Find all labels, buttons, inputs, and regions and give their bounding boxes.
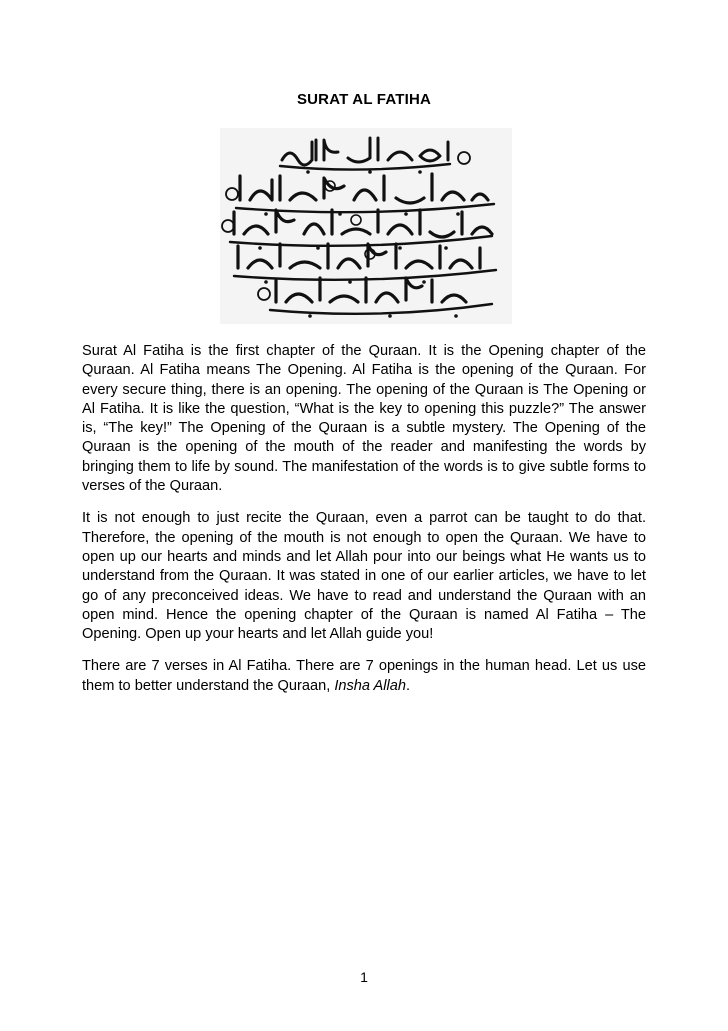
page-number: 1 [360,969,368,985]
arabic-calligraphy-icon [220,128,512,324]
paragraph-3-end: . [405,677,411,694]
paragraph-2: It is not enough to just recite the Quraan, even a parrot can be taught to do that. Therefore, the opening of the mouth is not enough to open the Quraan. We have to open up our hearts and minds and let Allah pour into our beings what He wants us to understand from the Quraan. It was stated in one of our earlier articles, we have to let go of any preconceived ideas. We have to read and understand the Quraan with an open mind. Hence the opening chapter of the Quraan is named Al Fatiha – The Opening. Open up your hearts and let Allah guide you! [82,510,646,643]
insha-allah-emphasis: Insha Allah [334,677,406,694]
paragraph-1: Surat Al Fatiha is the first chapter of the Quraan. It is the Opening chapter of the Quraan. Al Fatiha means The Opening. Al Fatiha is the opening of the Quraan. For every secure thing, there is an opening. The opening of the Quraan is The Opening or Al Fatiha. It is like the question, “What is the key to opening this puzzle?” The answer is, “The key!” The Opening of the Quraan is a subtle mystery. The Opening of the Quraan is the opening of the mouth of the reader and manifesting the words by bringing them to life by sound. The manifestation of the words is to give subtle forms to verses of the Quraan. [82,343,646,495]
article-body [82,342,646,709]
paragraph-3 [82,657,646,696]
paragraph-3-text: There are 7 verses in Al Fatiha. There are 7 openings in the human head. Let us use them to better understand the Quraan, [82,658,646,694]
page-title: SURAT AL FATIHA [296,91,432,108]
